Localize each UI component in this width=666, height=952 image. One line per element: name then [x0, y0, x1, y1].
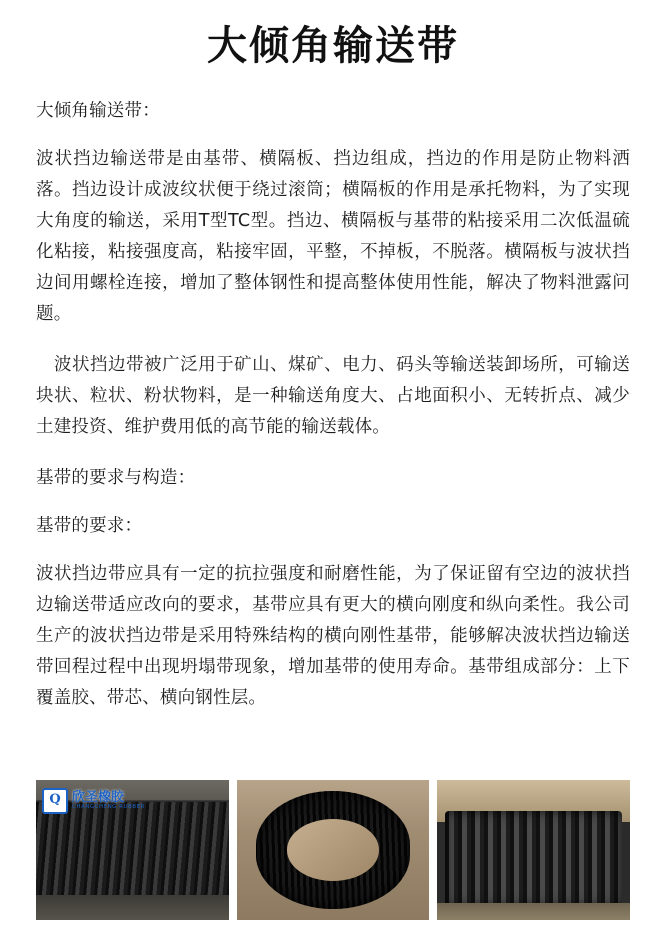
paragraph-4-heading: 基带的要求： [36, 516, 143, 536]
paragraph-2: 波状挡边带被广泛用于矿山、煤矿、电力、码头等输送装卸场所，可输送块状、粒状、粉状物料，是一种输送角度大、占地面积小、无转折点、减少土建投资、维护费用低的高节能的输送载体。 [36, 355, 630, 437]
belt-loop-opening [287, 819, 379, 881]
gallery-image-dark-rolls [36, 780, 229, 920]
document-page [0, 22, 666, 952]
logo-mark-icon: Q [42, 788, 68, 814]
document-body [36, 96, 630, 714]
logo-text [72, 791, 145, 810]
paragraph-lead: 大倾角输送带： [36, 101, 160, 121]
floor-strip [36, 895, 229, 920]
paragraph-1: 波状挡边输送带是由基带、横隔板、挡边组成，挡边的作用是防止物料洒落。挡边设计成波纹状便于绕过滚筒；横隔板的作用是承托物料，为了实现大角度的输送，采用T型TC型。挡边、横隔板与基带的粘接采用二次低温硫化粘接，粘接强度高，粘接牢固，平整，不掉板，不脱落。横隔板与波状挡边间用螺栓连接，增加了整体钢性和提高整体使用性能，解决了物料泄露问题。 [36, 149, 630, 324]
paragraph-3-heading: 基带的要求与构造： [36, 468, 196, 488]
logo-company-en: CHANGCHENG RUBBER [72, 803, 145, 810]
watermark-logo [42, 788, 145, 814]
gallery-image-warehouse-stack [437, 780, 630, 920]
image-gallery [36, 780, 630, 920]
warehouse-floor [437, 903, 630, 920]
logo-company-cn: 欣圣橡胶 [72, 790, 125, 806]
belt-stack [445, 811, 622, 906]
paragraph-5: 波状挡边带应具有一定的抗拉强度和耐磨性能，为了保证留有空边的波状挡边输送带适应改向的要求，基带应具有更大的横向刚度和纵向柔性。我公司生产的波状挡边带是采用特殊结构的横向刚性基带，能够解决波状挡边输送带回程过程中出现坍塌带现象，增加基带的使用寿命。基带组成部分：上下覆盖胶、带芯、横向钢性层。 [36, 564, 630, 708]
page-title: 大倾角输送带 [207, 23, 459, 69]
gallery-image-belt-loop [237, 780, 430, 920]
